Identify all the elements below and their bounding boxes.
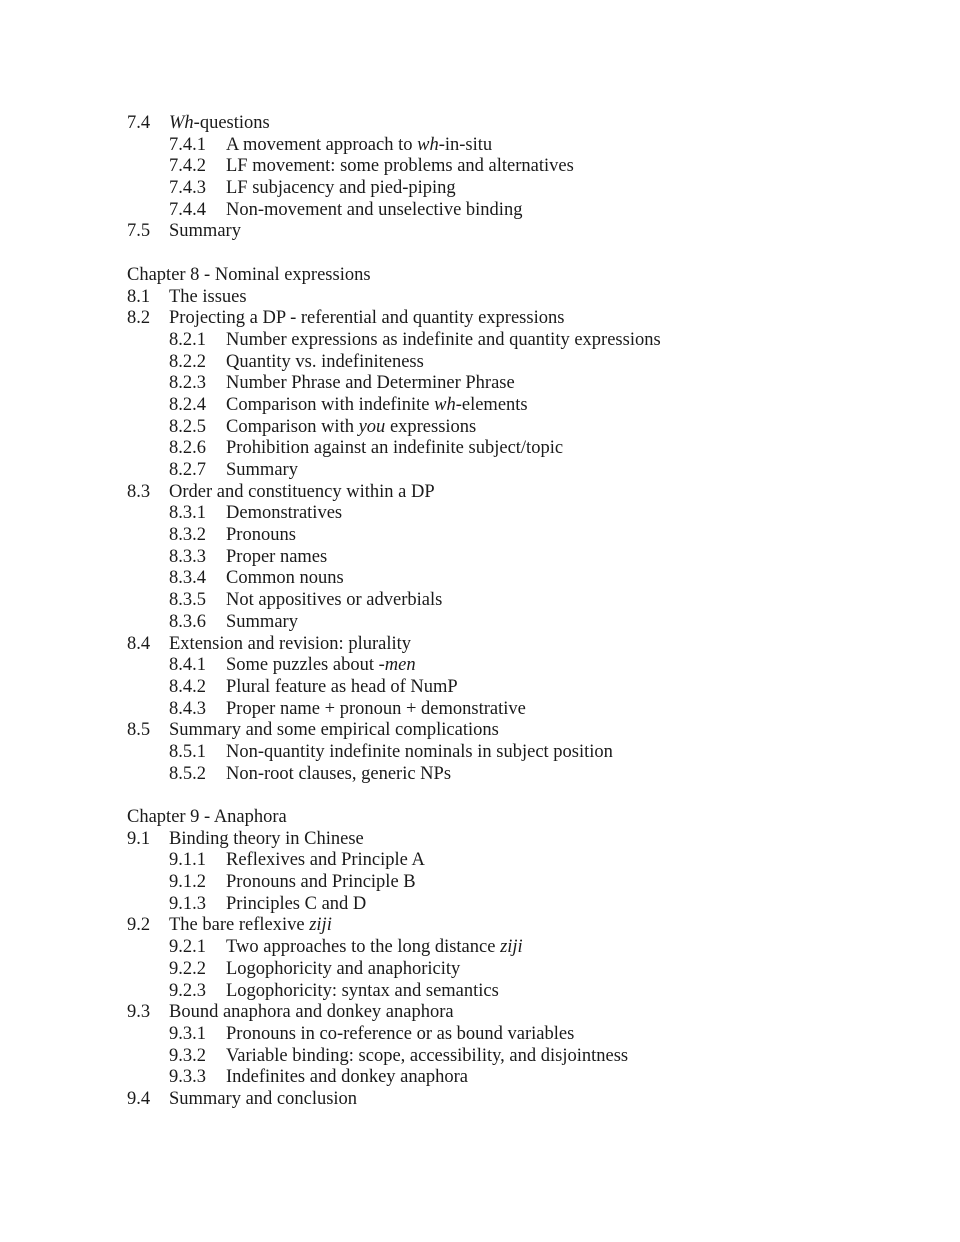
title-pre: The bare reflexive	[169, 915, 310, 936]
title-italic: wh	[434, 394, 456, 415]
subsection-number: 8.4.3	[169, 698, 206, 719]
subsection-number: 9.1.1	[169, 850, 206, 871]
section-number: 7.5	[127, 221, 151, 242]
subsection-title	[226, 135, 492, 157]
subsection-title: LF subjacency and pied-piping	[226, 178, 456, 199]
subsection-title: Variable binding: scope, accessibility, and disjointness	[226, 1045, 629, 1066]
section-number: 9.3	[127, 1002, 151, 1023]
toc-subsection-8-3-6	[0, 612, 960, 634]
toc-subsection-8-5-1	[0, 742, 960, 764]
subsection-number: 8.3.6	[169, 611, 206, 632]
subsection-number: 8.5.1	[169, 741, 206, 762]
subsection-number: 9.1.3	[169, 893, 206, 914]
subsection-number: 9.2.3	[169, 980, 206, 1001]
title-pre: Comparison with indefinite	[226, 394, 435, 415]
subsection-title: Non-movement and unselective binding	[226, 199, 523, 220]
toc-subsection-8-5-2	[0, 764, 960, 786]
toc-subsection-8-4-3	[0, 699, 960, 721]
toc-subsection-8-2-4	[0, 395, 960, 417]
spacer	[0, 243, 960, 265]
section-title	[169, 915, 332, 937]
chapter-heading: Chapter 9 - Anaphora	[127, 807, 287, 827]
toc-subsection-9-3-2	[0, 1046, 960, 1068]
subsection-number: 8.2.5	[169, 416, 206, 437]
section-number: 9.4	[127, 1088, 151, 1109]
section-number: 8.3	[127, 481, 151, 502]
subsection-number: 9.2.2	[169, 958, 206, 979]
toc-section-8-4	[0, 634, 960, 656]
toc-section-8-1	[0, 287, 960, 309]
section-number: 8.4	[127, 633, 151, 654]
subsection-number: 8.4.2	[169, 676, 206, 697]
section-title: Bound anaphora and donkey anaphora	[169, 1002, 454, 1023]
toc-subsection-8-3-1	[0, 503, 960, 525]
toc-section-9-4	[0, 1089, 960, 1111]
subsection-number: 8.3.4	[169, 568, 206, 589]
toc-subsection-8-2-7	[0, 460, 960, 482]
toc-subsection-7-4-1	[0, 135, 960, 157]
subsection-number: 8.2.6	[169, 438, 206, 459]
subsection-title: Proper name + pronoun + demonstrative	[226, 698, 526, 719]
subsection-title	[226, 417, 476, 439]
title-italic: Wh	[169, 113, 194, 133]
section-number: 7.4	[127, 113, 151, 133]
toc-section-8-2	[0, 308, 960, 330]
toc-subsection-8-3-3	[0, 547, 960, 569]
title-post: expressions	[385, 416, 477, 437]
subsection-title: Number Phrase and Determiner Phrase	[226, 373, 515, 394]
subsection-title: Logophoricity and anaphoricity	[226, 958, 461, 979]
subsection-title: Summary	[226, 611, 298, 632]
subsection-number: 9.3.2	[169, 1045, 206, 1066]
subsection-number: 8.3.1	[169, 503, 206, 524]
toc-section-8-5	[0, 720, 960, 742]
toc-subsection-8-4-2	[0, 677, 960, 699]
toc-subsection-7-4-2	[0, 156, 960, 178]
toc-section-8-3	[0, 482, 960, 504]
subsection-title: Common nouns	[226, 568, 344, 589]
toc-subsection-8-3-2	[0, 525, 960, 547]
title-italic: wh	[417, 134, 439, 155]
title-italic: you	[358, 416, 386, 437]
subsection-number: 9.3.3	[169, 1067, 206, 1088]
toc-section-7-5	[0, 221, 960, 243]
subsection-number: 8.3.2	[169, 525, 206, 546]
toc-subsection-9-1-2	[0, 872, 960, 894]
subsection-title: Summary	[226, 460, 298, 480]
toc-subsection-9-1-3	[0, 894, 960, 916]
toc-subsection-8-3-5	[0, 590, 960, 612]
section-number: 9.2	[127, 915, 151, 936]
toc-subsection-9-3-1	[0, 1024, 960, 1046]
section-title: The issues	[169, 286, 247, 307]
toc-chapter-8	[0, 265, 960, 287]
toc-subsection-9-1-1	[0, 850, 960, 872]
subsection-title: Not appositives or adverbials	[226, 590, 443, 611]
subsection-title: LF movement: some problems and alternatives	[226, 156, 574, 177]
toc-section-9-1	[0, 829, 960, 851]
chapter-heading: Chapter 8 - Nominal expressions	[127, 264, 371, 285]
toc-chapter-9	[0, 807, 960, 829]
subsection-number: 9.2.1	[169, 937, 206, 958]
toc-subsection-7-4-4	[0, 200, 960, 222]
title-pre: Two approaches to the long distance	[226, 937, 501, 958]
subsection-number: 8.2.3	[169, 373, 206, 394]
toc-section-9-2	[0, 915, 960, 937]
toc-subsection-8-2-6	[0, 438, 960, 460]
table-of-contents	[0, 113, 960, 1111]
subsection-number: 9.1.2	[169, 872, 206, 893]
toc-section-9-3	[0, 1002, 960, 1024]
subsection-title: Non-root clauses, generic NPs	[226, 763, 452, 784]
subsection-number: 8.5.2	[169, 763, 206, 784]
toc-section-7-4	[0, 113, 960, 135]
section-number: 8.5	[127, 720, 151, 741]
subsection-title: Plural feature as head of NumP	[226, 676, 458, 697]
title-italic: -men	[378, 655, 416, 676]
title-pre: Some puzzles about	[226, 655, 379, 676]
section-number: 9.1	[127, 828, 151, 849]
subsection-number: 8.2.2	[169, 351, 206, 372]
toc-subsection-8-2-3	[0, 373, 960, 395]
subsection-title: Demonstratives	[226, 503, 343, 524]
subsection-title: Quantity vs. indefiniteness	[226, 351, 424, 372]
subsection-title: Logophoricity: syntax and semantics	[226, 980, 499, 1001]
section-title: Binding theory in Chinese	[169, 828, 364, 849]
subsection-number: 7.4.3	[169, 178, 206, 199]
title-post: -questions	[193, 113, 270, 133]
subsection-title: Indefinites and donkey anaphora	[226, 1067, 468, 1088]
subsection-title: Pronouns and Principle B	[226, 872, 416, 893]
subsection-title: Pronouns in co-reference or as bound variables	[226, 1023, 575, 1044]
subsection-title	[226, 937, 523, 959]
subsection-number: 8.2.4	[169, 394, 206, 415]
section-title	[169, 113, 270, 135]
section-title: Extension and revision: plurality	[169, 633, 411, 654]
toc-subsection-8-2-1	[0, 330, 960, 352]
spacer	[0, 785, 960, 807]
subsection-title	[226, 655, 416, 677]
section-title: Summary and conclusion	[169, 1088, 358, 1109]
subsection-title: Reflexives and Principle A	[226, 850, 425, 871]
subsection-number: 8.3.3	[169, 546, 206, 567]
toc-subsection-8-2-5	[0, 417, 960, 439]
subsection-title: Prohibition against an indefinite subject/topic	[226, 438, 564, 459]
toc-subsection-9-2-3	[0, 981, 960, 1003]
subsection-number: 8.2.7	[169, 460, 206, 480]
subsection-title: Principles C and D	[226, 893, 367, 914]
subsection-number: 8.4.1	[169, 655, 206, 676]
section-title: Order and constituency within a DP	[169, 481, 435, 502]
section-number: 8.2	[127, 308, 151, 329]
title-pre: A movement approach to	[226, 134, 418, 155]
toc-subsection-7-4-3	[0, 178, 960, 200]
toc-subsection-8-2-2	[0, 352, 960, 374]
toc-subsection-9-3-3	[0, 1067, 960, 1089]
subsection-title: Number expressions as indefinite and quantity expressions	[226, 329, 661, 350]
subsection-number: 8.3.5	[169, 590, 206, 611]
title-italic: ziji	[500, 937, 523, 958]
subsection-title: Non-quantity indefinite nominals in subject position	[226, 741, 613, 762]
subsection-number: 7.4.4	[169, 199, 206, 220]
section-number: 8.1	[127, 286, 151, 307]
subsection-number: 7.4.1	[169, 134, 206, 155]
section-title: Projecting a DP - referential and quantity expressions	[169, 308, 565, 329]
subsection-title: Pronouns	[226, 525, 296, 546]
section-title: Summary	[169, 221, 241, 242]
toc-subsection-8-4-1	[0, 655, 960, 677]
title-post: -elements	[455, 394, 528, 415]
subsection-title	[226, 395, 528, 417]
subsection-number: 8.2.1	[169, 329, 206, 350]
toc-subsection-9-2-2	[0, 959, 960, 981]
title-italic: ziji	[309, 915, 332, 936]
toc-subsection-9-2-1	[0, 937, 960, 959]
title-post: -in-situ	[438, 134, 493, 155]
toc-subsection-8-3-4	[0, 568, 960, 590]
subsection-number: 9.3.1	[169, 1023, 206, 1044]
subsection-title: Proper names	[226, 546, 328, 567]
subsection-number: 7.4.2	[169, 156, 206, 177]
title-pre: Comparison with	[226, 416, 359, 437]
section-title: Summary and some empirical complications	[169, 720, 499, 741]
